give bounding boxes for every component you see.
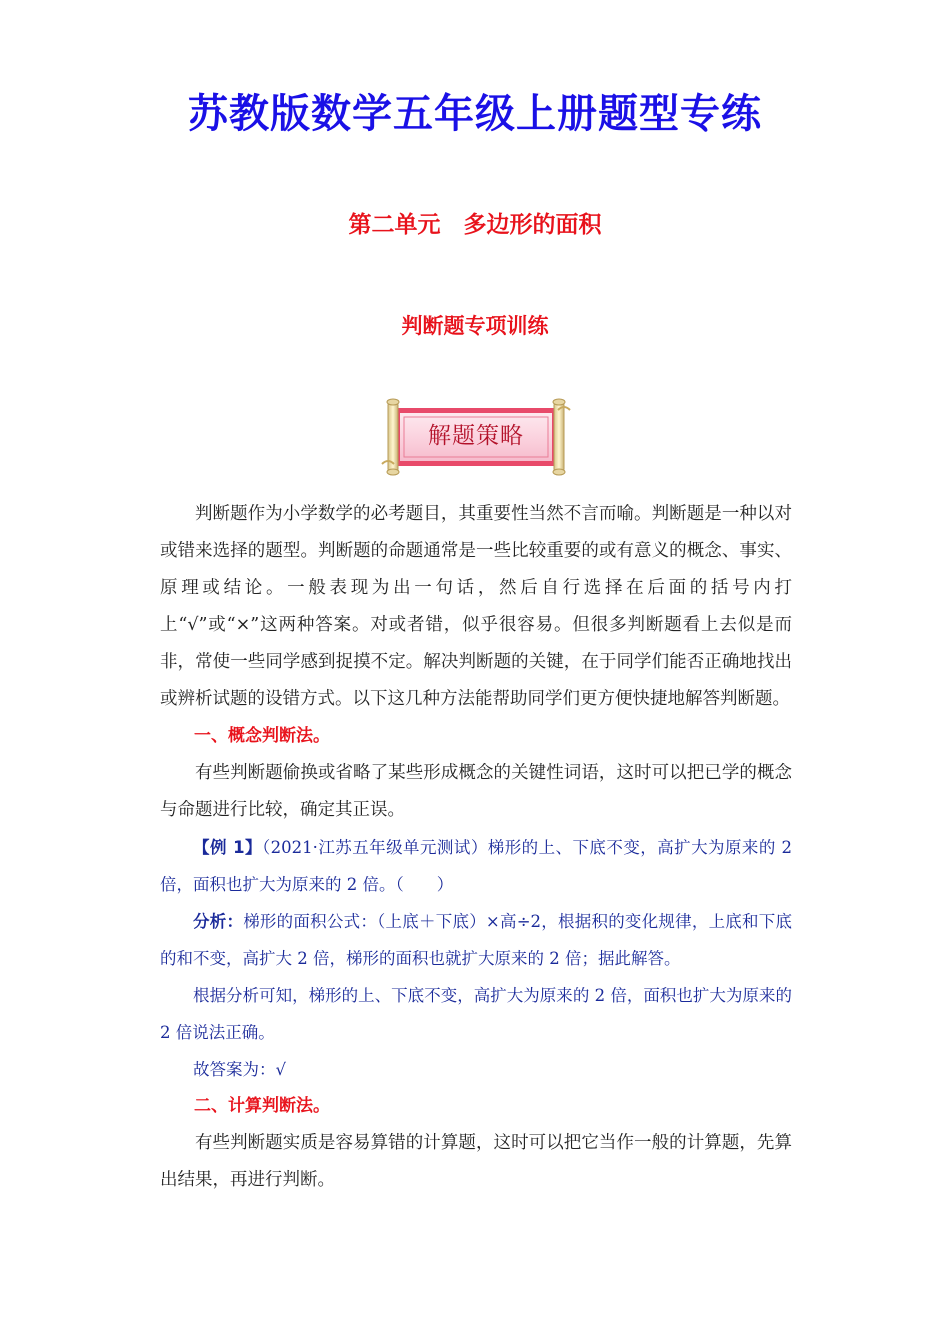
- intro-paragraph: 判断题作为小学数学的必考题目，其重要性当然不言而喻。判断题是一种以对或错来选择的题型。判断题的命题通常是一些比较重要的或有意义的概念、事实、原理或结论。一般表现为出一句话，然后自行选择在后面的括号内打上“√”或“×”这两种答案。对或者错，似乎很容易。但很多判断题看上去似是而非，常使一些同学感到捉摸不定。解决判断题的关键，在于同学们能否正确地找出或辨析试题的设错方式。以下这几种方法能帮助同学们更方便快捷地解答判断题。: [160, 504, 792, 709]
- example1-label: 【例 1】: [193, 838, 262, 857]
- example1-answer: 故答案为：√: [193, 1060, 287, 1079]
- content-body: [160, 496, 792, 1199]
- banner-label: 解题策略: [428, 423, 524, 449]
- example1-question: [160, 829, 792, 903]
- unit-title: 第二单元 多边形的面积: [348, 212, 602, 238]
- main-title: 苏教版数学五年级上册题型专练: [188, 91, 762, 137]
- example1-analysis: [160, 903, 792, 977]
- example1-question-text: （2021·江苏五年级单元测试）梯形的上、下底不变，高扩大为原来的 2 倍，面积也扩大为原来的 2 倍。（ ）: [160, 838, 792, 894]
- method2-heading: 二、计算判断法。: [194, 1096, 330, 1116]
- analysis-text: 梯形的面积公式：（上底＋下底）×高÷2，根据积的变化规律，上底和下底的和不变，高扩大 2 倍，梯形的面积也就扩大原来的 2 倍；据此解答。: [160, 912, 793, 968]
- strategy-scroll-banner: [380, 398, 572, 476]
- section-title: 判断题专项训练: [401, 314, 549, 338]
- method1-heading: 一、概念判断法。: [194, 726, 330, 746]
- example1-conclusion: 根据分析可知，梯形的上、下底不变，高扩大为原来的 2 倍，面积也扩大为原来的 2 倍说法正确。: [160, 986, 792, 1042]
- analysis-label: 分析：: [193, 912, 244, 931]
- method1-paragraph: 有些判断题偷换或省略了某些形成概念的关键性词语，这时可以把已学的概念与命题进行比较，确定其正误。: [160, 763, 792, 820]
- method2-paragraph: 有些判断题实质是容易算错的计算题，这时可以把它当作一般的计算题，先算出结果，再进行判断。: [160, 1133, 792, 1190]
